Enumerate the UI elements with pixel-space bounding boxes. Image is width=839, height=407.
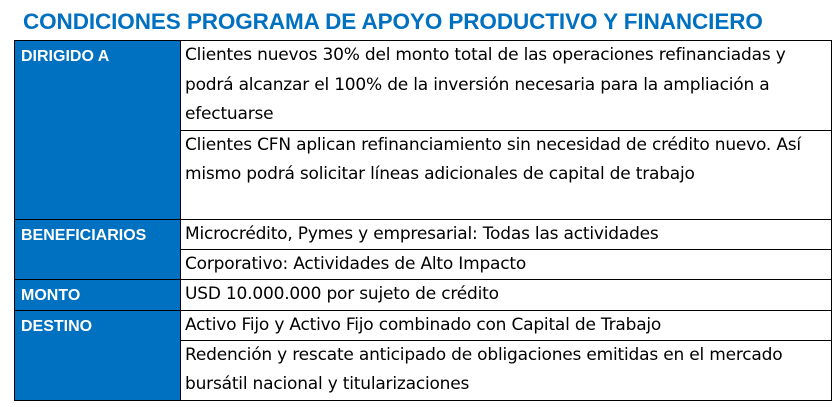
row-label-monto: MONTO: [15, 279, 181, 310]
row-value-destino-2: Redención y rescate anticipado de obligaciones emitidas en el mercado bursátil nacional y titularizaciones: [181, 340, 832, 400]
conditions-table: [14, 40, 832, 401]
row-label-beneficiarios: BENEFICIARIOS: [15, 219, 181, 279]
row-value-dirigido-a-2: Clientes CFN aplican refinanciamiento sin necesidad de crédito nuevo. Así mismo podrá solicitar líneas adicionales de capital de trabajo: [181, 130, 832, 219]
row-value-monto-1: USD 10.000.000 por sujeto de crédito: [181, 279, 832, 310]
row-value-beneficiarios-2: Corporativo: Actividades de Alto Impacto: [181, 249, 832, 279]
row-value-dirigido-a-1: Clientes nuevos 30% del monto total de las operaciones refinanciadas y podrá alcanzar el 100% de la inversión necesaria para la ampliación a efectuarse: [181, 41, 832, 131]
row-label-destino: DESTINO: [15, 310, 181, 400]
table-row-beneficiarios: [15, 219, 832, 249]
row-value-destino-1: Activo Fijo y Activo Fijo combinado con Capital de Trabajo: [181, 310, 832, 340]
row-value-beneficiarios-1: Microcrédito, Pymes y empresarial: Todas las actividades: [181, 219, 832, 249]
table-row-destino: [15, 310, 832, 340]
row-label-dirigido-a: DIRIGIDO A: [15, 41, 181, 220]
page-title: CONDICIONES PROGRAMA DE APOYO PRODUCTIVO Y FINANCIERO: [23, 9, 763, 34]
table-row-dirigido-a: [15, 41, 832, 131]
table-row-monto: [15, 279, 832, 310]
